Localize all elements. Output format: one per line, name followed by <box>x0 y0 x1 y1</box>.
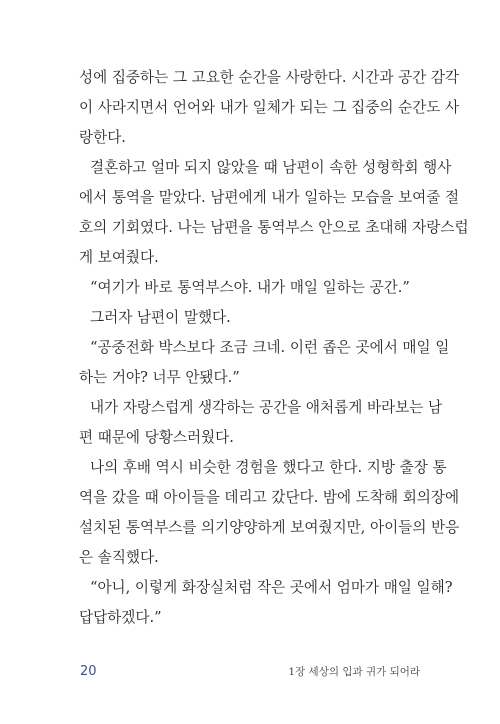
body-line: 호의 기회였다. 나는 남편을 통역부스 안으로 초대해 자랑스럽 <box>79 219 469 236</box>
body-line: 랑한다. <box>79 129 126 146</box>
body-line: 이 사라지면서 언어와 내가 일체가 되는 그 집중의 순간도 사 <box>79 99 460 116</box>
page-number: 20 <box>80 664 97 679</box>
body-line: 설치된 통역부스를 의기양양하게 보여줬지만, 아이들의 반응 <box>79 519 460 536</box>
body-line: 역을 갔을 때 아이들을 데리고 갔단다. 밤에 도착해 회의장에 <box>79 489 460 506</box>
body-line: 게 보여줬다. <box>79 249 159 266</box>
page-footer <box>0 662 500 682</box>
body-line: “여기가 바로 통역부스야. 내가 매일 일하는 공간.” <box>90 279 410 296</box>
body-line: 그러자 남편이 말했다. <box>90 309 231 326</box>
body-line: 결혼하고 얼마 되지 않았을 때 남편이 속한 성형학회 행사 <box>90 159 452 176</box>
body-text <box>79 63 469 633</box>
body-line: “공중전화 박스보다 조금 크네. 이런 좁은 곳에서 매일 일 <box>90 339 450 356</box>
body-line: 은 솔직했다. <box>79 549 159 566</box>
body-line: 내가 자랑스럽게 생각하는 공간을 애처롭게 바라보는 남 <box>90 399 443 416</box>
body-line: 성에 집중하는 그 고요한 순간을 사랑한다. 시간과 공간 감각 <box>79 69 460 86</box>
body-line: 나의 후배 역시 비슷한 경험을 했다고 한다. 지방 출장 통 <box>90 459 447 476</box>
body-line: 편 때문에 당황스러웠다. <box>79 429 234 446</box>
body-line: 답답하겠다.” <box>79 609 162 626</box>
body-line: 하는 거야? 너무 안됐다.” <box>79 369 240 386</box>
body-line: 에서 통역을 맡았다. 남편에게 내가 일하는 모습을 보여줄 절 <box>79 189 460 206</box>
body-line: “아니, 이렇게 화장실처럼 작은 곳에서 엄마가 매일 일해? <box>90 579 453 596</box>
chapter-running-header: 1장 세상의 입과 귀가 되어라 <box>288 666 420 678</box>
